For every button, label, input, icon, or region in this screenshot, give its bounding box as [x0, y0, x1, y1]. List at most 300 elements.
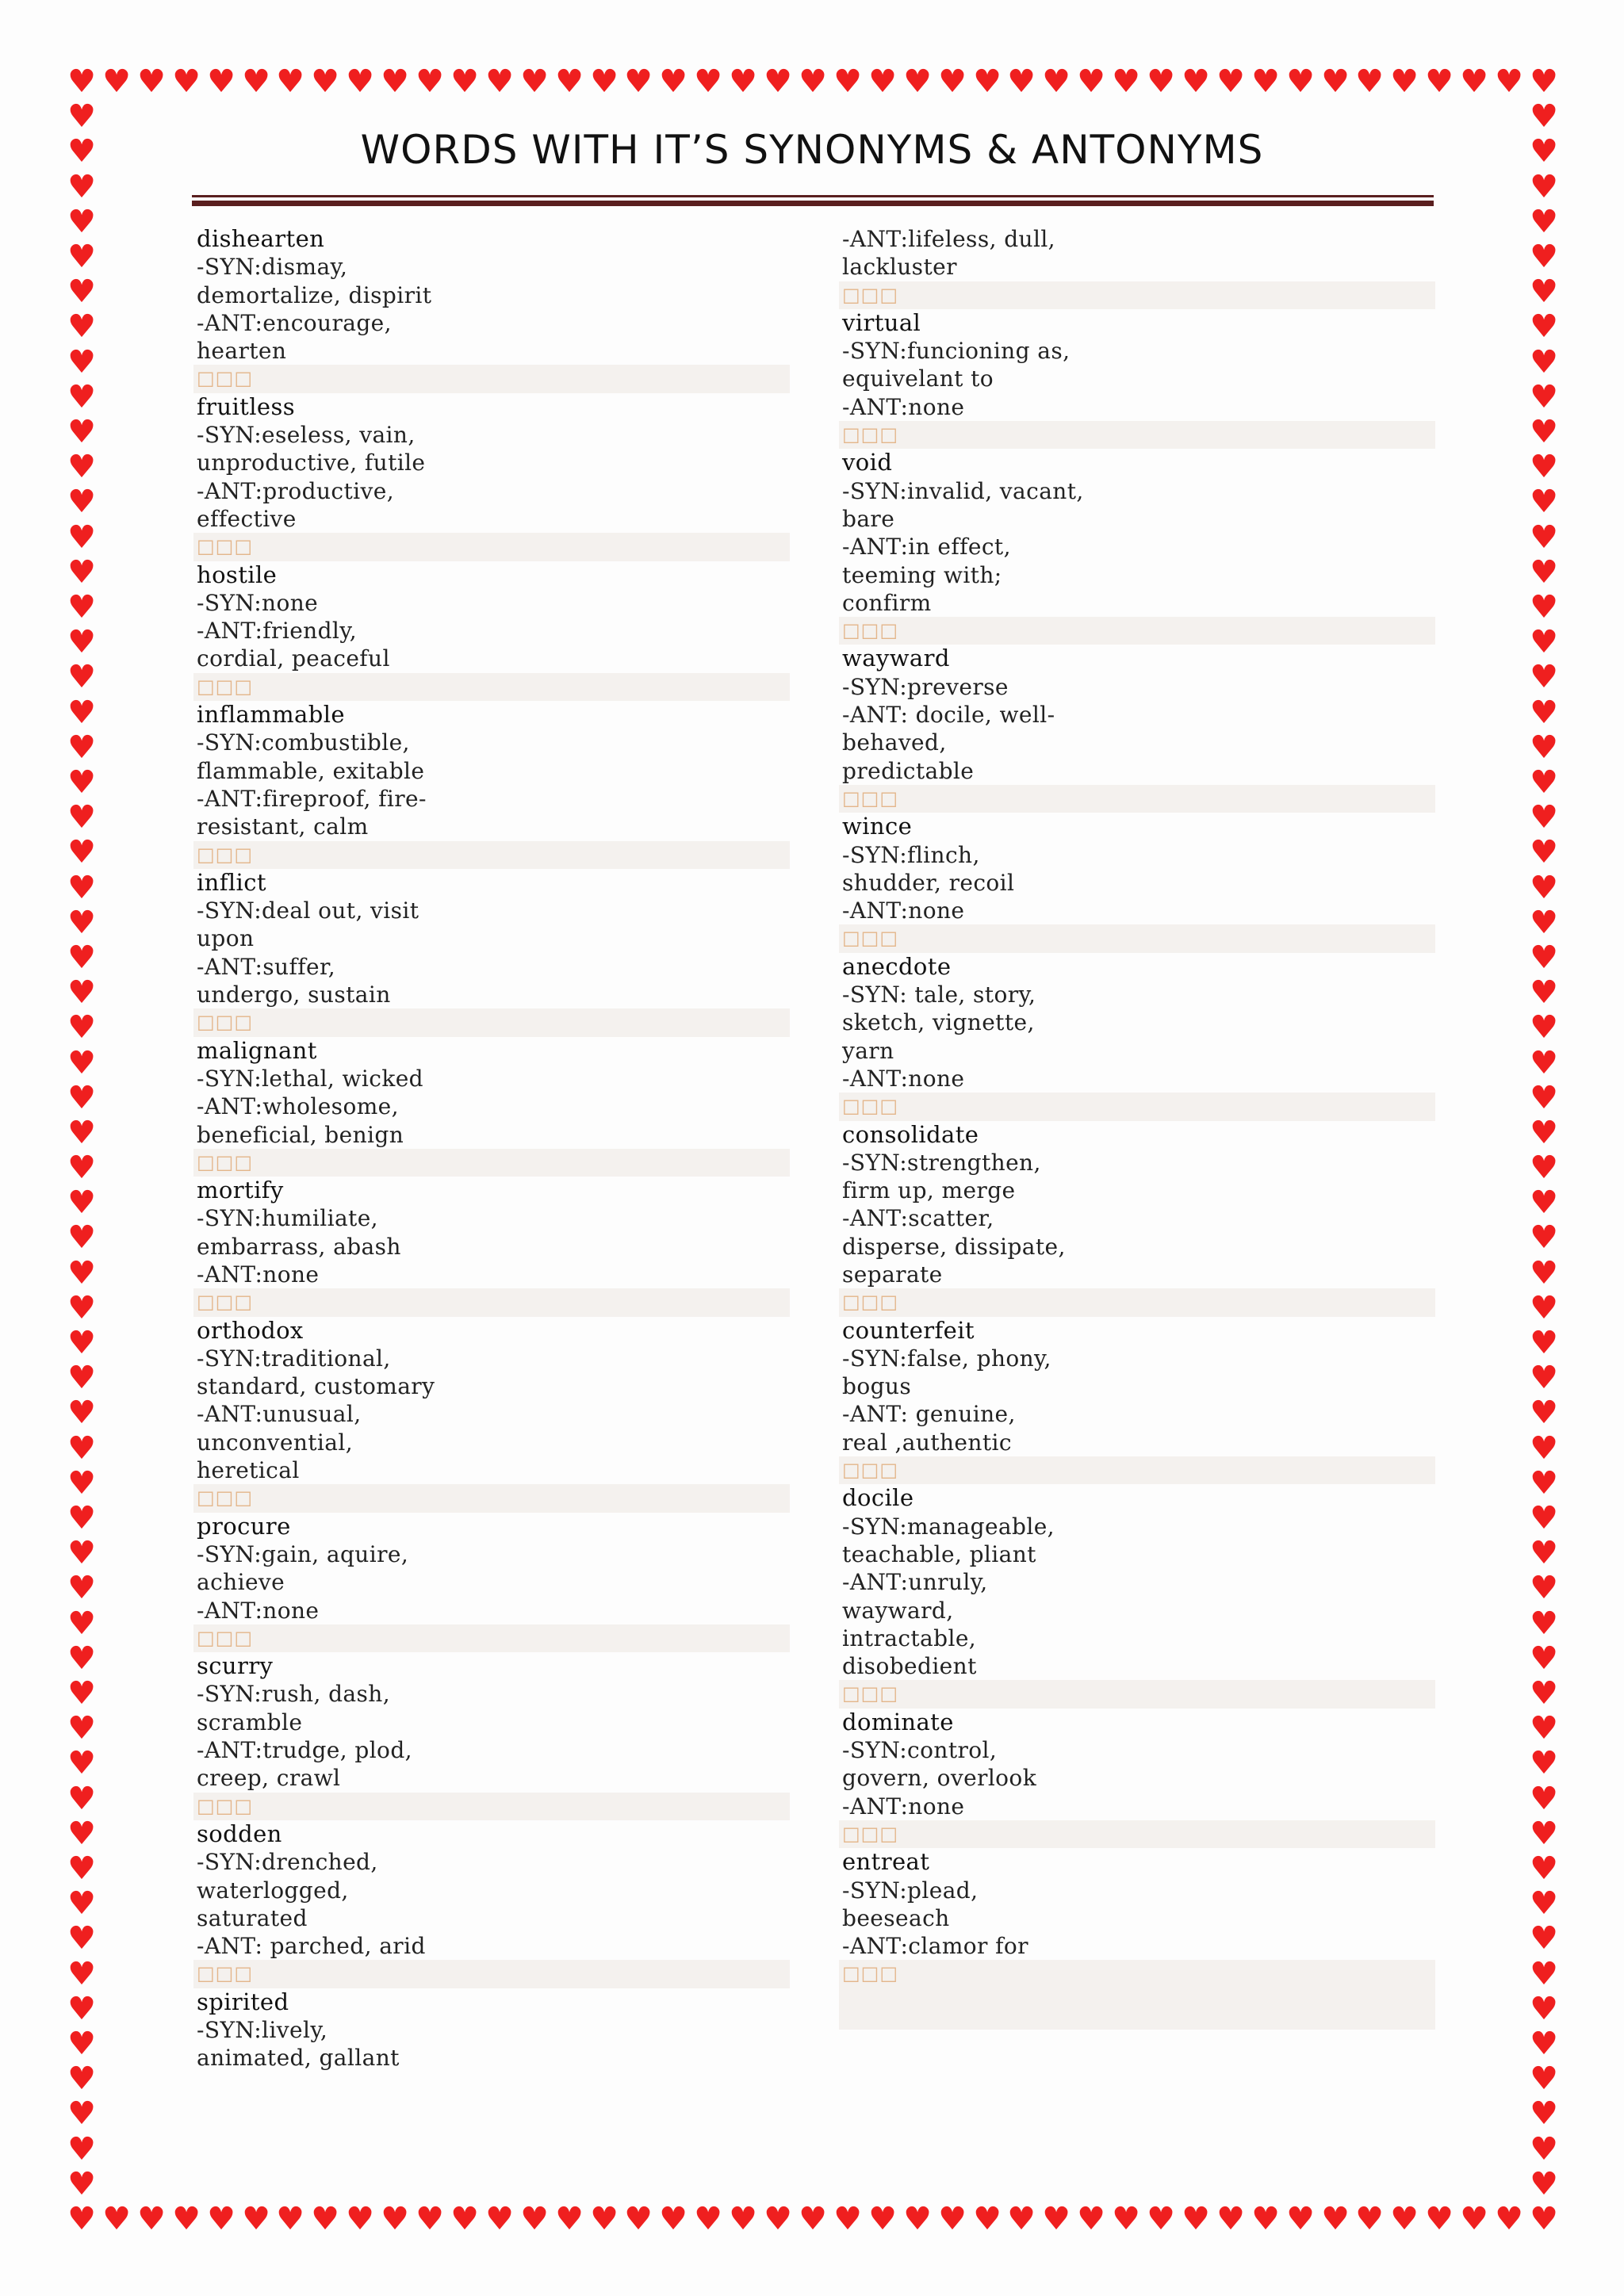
heart-icon: ♥	[1390, 2201, 1419, 2237]
antonym-line: -ANT:in effect,	[842, 534, 1011, 561]
word-entry	[193, 1317, 790, 1513]
heart-icon: ♥	[1077, 63, 1105, 100]
heart-icon: ♥	[1286, 2201, 1315, 2237]
entry-word: sodden	[197, 1820, 282, 1847]
antonym-line: -ANT:suffer,	[197, 953, 336, 980]
entry-separator	[839, 617, 1435, 645]
heart-icon: ♥	[416, 2201, 444, 2237]
heart-icon: ♥	[729, 2201, 757, 2237]
heart-icon: ♥	[903, 2201, 932, 2237]
heart-icon: ♥	[207, 2201, 236, 2237]
heart-icon: ♥	[1182, 63, 1210, 100]
heart-icon: ♥	[311, 63, 339, 100]
entry-line: behaved,	[842, 729, 947, 756]
heart-icon: ♥	[67, 1710, 96, 1747]
heart-icon: ♥	[833, 2201, 862, 2237]
word-entry	[839, 813, 1435, 952]
word-entry	[839, 449, 1435, 645]
heart-icon: ♥	[1530, 1920, 1558, 1957]
word-entry	[193, 1037, 790, 1177]
heart-icon: ♥	[1530, 905, 1558, 941]
heart-icon: ♥	[1530, 1430, 1558, 1467]
heart-icon: ♥	[67, 2166, 96, 2202]
entry-line: effective	[197, 505, 297, 532]
entry-line: animated, gallant	[197, 2045, 400, 2072]
heart-icon: ♥	[137, 2201, 166, 2237]
heart-icon: ♥	[1530, 414, 1558, 450]
heart-icon: ♥	[172, 63, 201, 100]
entry-line: teachable, pliant	[842, 1540, 1036, 1567]
entry-separator	[193, 673, 790, 701]
heart-icon: ♥	[1530, 554, 1558, 591]
heart-icon: ♥	[1530, 1395, 1558, 1431]
heart-icon: ♥	[868, 2201, 897, 2237]
heart-icon: ♥	[520, 2201, 549, 2237]
entry-line: heretical	[197, 1457, 300, 1484]
synonym-line: -SYN:deal out, visit	[197, 897, 419, 924]
heart-icon: ♥	[1530, 169, 1558, 205]
heart-icon: ♥	[799, 2201, 827, 2237]
entry-word: anecdote	[842, 952, 952, 980]
entry-line: disobedient	[842, 1653, 977, 1680]
heart-icon: ♥	[67, 344, 96, 381]
entry-separator	[839, 924, 1435, 952]
entry-word: dominate	[842, 1708, 954, 1735]
heart-icon: ♥	[799, 63, 827, 100]
heart-icon: ♥	[1530, 1255, 1558, 1292]
entry-separator	[839, 281, 1435, 309]
synonym-line: -SYN:rush, dash,	[197, 1681, 391, 1708]
heart-icon: ♥	[67, 1255, 96, 1292]
heart-icon: ♥	[207, 63, 236, 100]
title-rule	[192, 195, 1434, 197]
heart-icon: ♥	[1530, 344, 1558, 381]
word-entry	[193, 561, 790, 701]
synonym-line: -SYN:invalid, vacant,	[842, 477, 1084, 504]
heart-icon: ♥	[67, 624, 96, 660]
heart-icon: ♥	[1530, 1219, 1558, 1256]
heart-icon: ♥	[1530, 2095, 1558, 2132]
antonym-line: -ANT:fireproof, fire-	[197, 785, 427, 812]
synonym-line: -SYN:funcioning as,	[842, 338, 1071, 365]
heart-icon: ♥	[102, 2201, 131, 2237]
synonym-line: -SYN:false, phony,	[842, 1345, 1051, 1372]
heart-icon: ♥	[450, 63, 479, 100]
synonym-line: -SYN:humiliate,	[197, 1205, 378, 1232]
antonym-line: -ANT: parched, arid	[197, 1933, 426, 1960]
word-entry	[839, 1848, 1435, 2030]
heart-icon: ♥	[1530, 1675, 1558, 1712]
right-column	[839, 225, 1435, 2030]
entry-word: scurry	[197, 1652, 274, 1680]
entry-line: govern, overlook	[842, 1765, 1037, 1792]
entry-word: spirited	[197, 1988, 289, 2015]
heart-icon: ♥	[1530, 624, 1558, 660]
heart-icon: ♥	[67, 169, 96, 205]
entry-separator	[839, 785, 1435, 813]
synonym-line: -SYN:flinch,	[842, 841, 980, 868]
heart-icon: ♥	[1251, 2201, 1280, 2237]
heart-icon: ♥	[67, 1920, 96, 1957]
heart-icon: ♥	[67, 870, 96, 906]
word-entry	[193, 1820, 790, 1988]
heart-icon: ♥	[311, 2201, 339, 2237]
heart-icon: ♥	[1530, 2166, 1558, 2202]
heart-icon: ♥	[1460, 63, 1488, 100]
entry-word: malignant	[197, 1036, 317, 1064]
heart-icon: ♥	[1355, 63, 1384, 100]
heart-icon: ♥	[1216, 63, 1245, 100]
heart-icon: ♥	[1182, 2201, 1210, 2237]
antonym-line: -ANT:none	[197, 1261, 320, 1288]
entry-word: entreat	[842, 1848, 930, 1876]
heart-icon: ♥	[381, 2201, 409, 2237]
heart-icon: ♥	[1495, 2201, 1523, 2237]
word-entry	[839, 645, 1435, 813]
heart-icon: ♥	[1530, 1710, 1558, 1747]
heart-icon: ♥	[346, 63, 374, 100]
synonym-line: -SYN:eseless, vain,	[197, 422, 416, 449]
heart-icon: ♥	[1286, 63, 1315, 100]
heart-icon: ♥	[172, 2201, 201, 2237]
heart-icon: ♥	[346, 2201, 374, 2237]
entry-line: achieve	[197, 1569, 285, 1596]
entry-separator	[839, 1456, 1435, 1484]
title-rule-thick	[192, 201, 1434, 206]
entry-line: predictable	[842, 757, 975, 784]
heart-icon: ♥	[1530, 589, 1558, 626]
heart-icon: ♥	[67, 834, 96, 871]
synonym-line: -SYN:plead,	[842, 1877, 979, 1904]
heart-icon: ♥	[833, 63, 862, 100]
entry-line: yarn	[842, 1037, 894, 1064]
heart-icon: ♥	[67, 1430, 96, 1467]
heart-icon: ♥	[1007, 2201, 1036, 2237]
heart-icon: ♥	[1530, 1745, 1558, 1781]
word-entry	[193, 225, 790, 393]
heart-icon: ♥	[67, 764, 96, 801]
heart-icon: ♥	[276, 2201, 304, 2237]
heart-icon: ♥	[67, 1150, 96, 1186]
entry-line: wayward,	[842, 1597, 954, 1624]
synonym-line: -SYN:manageable,	[842, 1513, 1055, 1540]
antonym-line: -ANT:none	[842, 1065, 965, 1092]
heart-icon: ♥	[1530, 1781, 1558, 1817]
heart-icon: ♥	[67, 2131, 96, 2168]
entry-line: demortalize, dispirit	[197, 281, 432, 308]
entry-line: confirm	[842, 589, 932, 616]
entry-line: embarrass, abash	[197, 1233, 401, 1260]
heart-icon: ♥	[485, 2201, 514, 2237]
heart-icon: ♥	[1530, 764, 1558, 801]
heart-icon: ♥	[67, 308, 96, 345]
heart-icon: ♥	[1530, 1045, 1558, 1081]
left-column	[193, 225, 790, 2072]
heart-icon: ♥	[67, 1535, 96, 1571]
heart-icon: ♥	[1530, 729, 1558, 766]
antonym-line: -ANT:trudge, plod,	[197, 1737, 412, 1764]
heart-icon: ♥	[1530, 1465, 1558, 1502]
heart-icon: ♥	[938, 2201, 967, 2237]
heart-icon: ♥	[1530, 1640, 1558, 1677]
entry-separator	[193, 365, 790, 392]
synonym-line: -SYN:lethal, wicked	[197, 1065, 423, 1092]
entry-line: beneficial, benign	[197, 1121, 404, 1148]
entry-line: standard, customary	[197, 1373, 435, 1400]
entry-line: scramble	[197, 1709, 303, 1735]
entry-line: beeseach	[842, 1904, 950, 1931]
word-entry	[839, 1317, 1435, 1485]
heart-icon: ♥	[67, 1219, 96, 1256]
heart-icon: ♥	[1530, 1325, 1558, 1361]
entry-word: dishearten	[197, 225, 325, 252]
synonym-line: -SYN:none	[197, 589, 319, 616]
heart-icon: ♥	[1530, 63, 1558, 100]
synonym-line: -SYN:preverse	[842, 673, 1009, 700]
entry-line: unproductive, futile	[197, 450, 426, 476]
heart-icon: ♥	[1530, 2201, 1558, 2237]
word-entry	[193, 1988, 790, 2072]
heart-icon: ♥	[1390, 63, 1419, 100]
word-entry	[839, 1484, 1435, 1708]
word-entry	[193, 393, 790, 561]
heart-icon: ♥	[276, 63, 304, 100]
heart-icon: ♥	[102, 63, 131, 100]
heart-icon: ♥	[1530, 799, 1558, 836]
entry-separator	[193, 1008, 790, 1036]
heart-icon: ♥	[381, 63, 409, 100]
heart-icon: ♥	[67, 274, 96, 310]
entry-word: counterfeit	[842, 1316, 975, 1344]
heart-icon: ♥	[67, 449, 96, 485]
heart-icon: ♥	[242, 63, 270, 100]
entry-word: wince	[842, 813, 913, 840]
entry-word: procure	[197, 1512, 291, 1540]
entry-line: intractable,	[842, 1624, 977, 1651]
entry-line: bare	[842, 505, 895, 532]
heart-icon: ♥	[67, 939, 96, 976]
entry-word: hostile	[197, 561, 278, 588]
word-entry	[839, 1709, 1435, 1848]
antonym-line: -ANT:none	[842, 1793, 965, 1820]
entry-word: inflammable	[197, 701, 345, 729]
heart-icon: ♥	[1077, 2201, 1105, 2237]
entry-separator	[193, 1793, 790, 1820]
heart-icon: ♥	[67, 484, 96, 520]
synonym-line: -SYN:drenched,	[197, 1849, 378, 1876]
synonym-line: -SYN:strengthen,	[842, 1149, 1041, 1176]
heart-icon: ♥	[450, 2201, 479, 2237]
heart-icon: ♥	[1007, 63, 1036, 100]
heart-icon: ♥	[1530, 974, 1558, 1011]
heart-icon: ♥	[729, 63, 757, 100]
heart-icon: ♥	[67, 799, 96, 836]
heart-icon: ♥	[1530, 1150, 1558, 1186]
word-entry	[839, 953, 1435, 1121]
heart-icon: ♥	[67, 204, 96, 240]
entry-separator	[193, 1288, 790, 1316]
heart-icon: ♥	[1042, 2201, 1071, 2237]
heart-icon: ♥	[1530, 1535, 1558, 1571]
entry-line: unconvential,	[197, 1429, 354, 1456]
entry-line: creep, crawl	[197, 1765, 341, 1792]
heart-icon: ♥	[67, 1781, 96, 1817]
heart-icon: ♥	[1425, 63, 1454, 100]
heart-icon: ♥	[1530, 449, 1558, 485]
antonym-line: -ANT: genuine,	[842, 1401, 1016, 1428]
heart-icon: ♥	[624, 2201, 653, 2237]
heart-icon: ♥	[1530, 308, 1558, 345]
entry-line: waterlogged,	[197, 1877, 349, 1904]
entry-word: wayward	[842, 645, 950, 672]
heart-icon: ♥	[555, 63, 584, 100]
heart-icon: ♥	[1530, 1290, 1558, 1326]
heart-icon: ♥	[1530, 1885, 1558, 1922]
heart-icon: ♥	[67, 1325, 96, 1361]
entry-line: resistant, calm	[197, 813, 369, 840]
page-title: WORDS WITH IT’S SYNONYMS & ANTONYMS	[360, 127, 1264, 173]
antonym-line: -ANT:lifeless, dull,	[842, 226, 1055, 252]
entry-line: upon	[197, 925, 255, 952]
entry-line: cordial, peaceful	[197, 645, 390, 672]
entry-line: separate	[842, 1261, 943, 1288]
entry-word: fruitless	[197, 392, 296, 420]
entry-separator	[193, 533, 790, 561]
entry-line: shudder, recoil	[842, 869, 1015, 896]
word-entry	[193, 1513, 790, 1652]
heart-icon: ♥	[1112, 63, 1140, 100]
entry-word: orthodox	[197, 1316, 304, 1344]
antonym-line: -ANT:wholesome,	[197, 1093, 399, 1120]
word-entry	[839, 1121, 1435, 1317]
heart-icon: ♥	[590, 63, 619, 100]
heart-icon: ♥	[1530, 484, 1558, 520]
heart-icon: ♥	[67, 63, 96, 100]
heart-icon: ♥	[67, 519, 96, 556]
heart-icon: ♥	[1530, 98, 1558, 135]
heart-icon: ♥	[555, 2201, 584, 2237]
antonym-line: -ANT:none	[197, 1597, 320, 1624]
heart-icon: ♥	[764, 2201, 792, 2237]
entry-word: void	[842, 449, 893, 476]
antonym-line: -ANT:friendly,	[197, 618, 358, 645]
heart-icon: ♥	[67, 1850, 96, 1887]
entry-line: bogus	[842, 1373, 912, 1400]
antonym-line: -ANT:clamor for	[842, 1933, 1028, 1960]
heart-icon: ♥	[1530, 1115, 1558, 1151]
entry-line: equivelant to	[842, 365, 994, 392]
heart-icon: ♥	[67, 1045, 96, 1081]
heart-icon: ♥	[938, 63, 967, 100]
heart-icon: ♥	[1530, 1360, 1558, 1396]
synonym-line: -SYN:control,	[842, 1737, 998, 1764]
heart-icon: ♥	[1530, 1570, 1558, 1606]
entry-separator	[839, 1680, 1435, 1708]
entry-line: saturated	[197, 1904, 308, 1931]
heart-icon: ♥	[1530, 834, 1558, 871]
heart-icon: ♥	[1495, 63, 1523, 100]
heart-icon: ♥	[485, 63, 514, 100]
entry-line: sketch, vignette,	[842, 1009, 1035, 1036]
heart-icon: ♥	[67, 1500, 96, 1536]
word-entry	[839, 225, 1435, 309]
heart-icon: ♥	[67, 974, 96, 1011]
entry-separator	[839, 1960, 1435, 2030]
heart-icon: ♥	[67, 589, 96, 626]
entry-separator	[193, 1149, 790, 1177]
heart-icon: ♥	[1251, 63, 1280, 100]
heart-icon: ♥	[67, 695, 96, 731]
heart-icon: ♥	[590, 2201, 619, 2237]
heart-icon: ♥	[1530, 1816, 1558, 1852]
heart-icon: ♥	[67, 1745, 96, 1781]
synonym-line: -SYN:lively,	[197, 2017, 328, 2043]
heart-icon: ♥	[1530, 870, 1558, 906]
heart-icon: ♥	[67, 1184, 96, 1221]
heart-icon: ♥	[67, 905, 96, 941]
heart-icon: ♥	[1042, 63, 1071, 100]
heart-icon: ♥	[67, 1360, 96, 1396]
heart-icon: ♥	[67, 729, 96, 766]
heart-icon: ♥	[1530, 204, 1558, 240]
heart-icon: ♥	[1530, 1956, 1558, 1992]
synonym-line: -SYN:traditional,	[197, 1345, 391, 1372]
heart-icon: ♥	[1530, 133, 1558, 170]
heart-icon: ♥	[1530, 2131, 1558, 2168]
entry-line: disperse, dissipate,	[842, 1233, 1066, 1260]
heart-icon: ♥	[1425, 2201, 1454, 2237]
heart-icon: ♥	[67, 1395, 96, 1431]
heart-icon: ♥	[1321, 63, 1350, 100]
heart-icon: ♥	[67, 1640, 96, 1677]
heart-icon: ♥	[67, 1080, 96, 1116]
heart-icon: ♥	[67, 2201, 96, 2237]
heart-icon: ♥	[764, 63, 792, 100]
heart-icon: ♥	[67, 1290, 96, 1326]
heart-icon: ♥	[67, 1009, 96, 1046]
heart-icon: ♥	[903, 63, 932, 100]
word-entry	[839, 309, 1435, 449]
entry-line: real ,authentic	[842, 1429, 1012, 1456]
entry-separator	[193, 1960, 790, 1988]
heart-icon: ♥	[1355, 2201, 1384, 2237]
word-entry	[193, 869, 790, 1037]
heart-icon: ♥	[973, 2201, 1002, 2237]
heart-icon: ♥	[67, 2026, 96, 2062]
entry-line: firm up, merge	[842, 1177, 1016, 1204]
synonym-line: -SYN:gain, aquire,	[197, 1540, 409, 1567]
entry-line: undergo, sustain	[197, 982, 391, 1008]
heart-icon: ♥	[67, 1465, 96, 1502]
entry-separator	[839, 1820, 1435, 1848]
antonym-line: -ANT:none	[842, 897, 965, 924]
heart-icon: ♥	[1530, 379, 1558, 415]
heart-icon: ♥	[520, 63, 549, 100]
heart-icon: ♥	[1530, 239, 1558, 275]
heart-icon: ♥	[242, 2201, 270, 2237]
antonym-line: -ANT:productive,	[197, 477, 394, 504]
antonym-line: -ANT:unruly,	[842, 1569, 988, 1596]
entry-separator	[193, 1624, 790, 1652]
entry-separator	[193, 1484, 790, 1512]
heart-icon: ♥	[1147, 63, 1175, 100]
heart-icon: ♥	[416, 63, 444, 100]
heart-icon: ♥	[67, 379, 96, 415]
heart-icon: ♥	[67, 414, 96, 450]
entry-separator	[839, 421, 1435, 449]
heart-icon: ♥	[1321, 2201, 1350, 2237]
heart-icon: ♥	[973, 63, 1002, 100]
